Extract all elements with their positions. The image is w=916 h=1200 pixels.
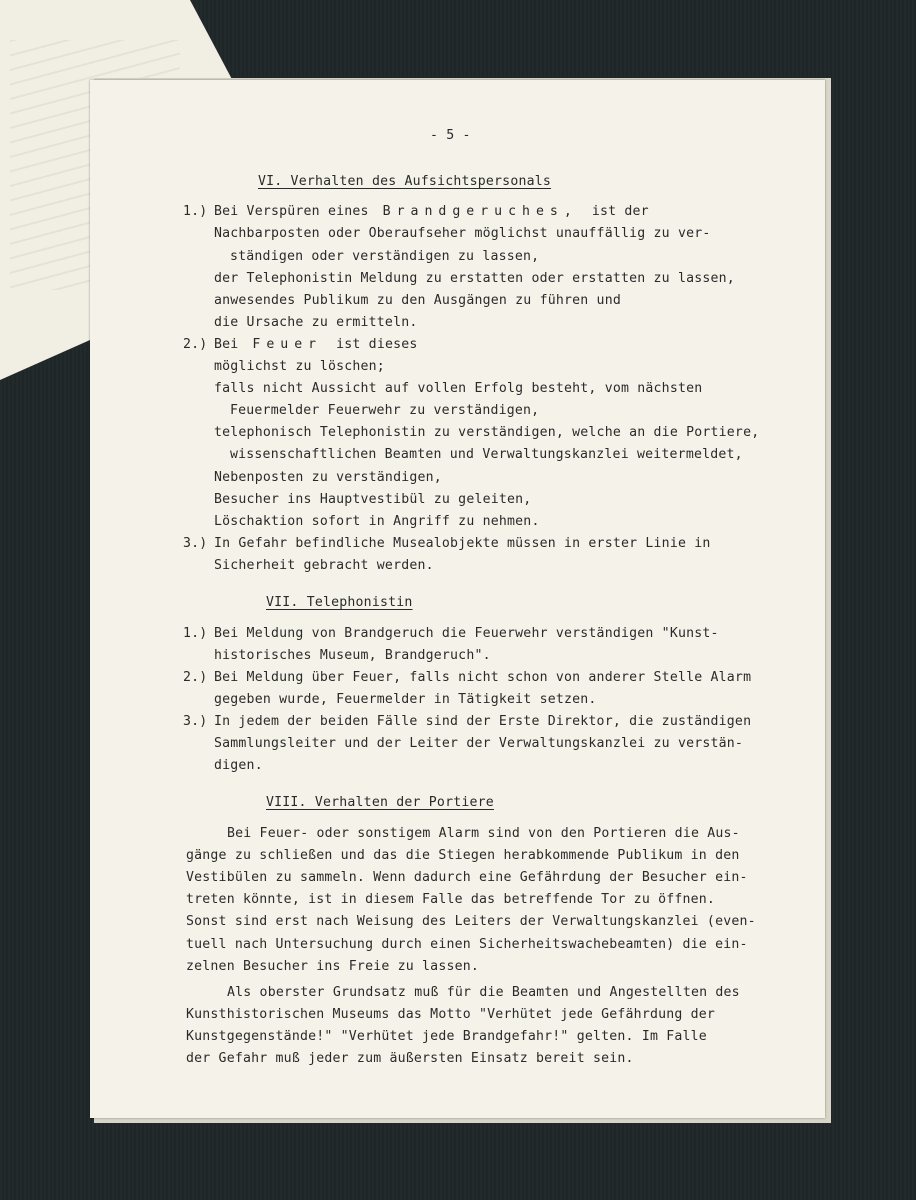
s6-item2-line: Besucher ins Hauptvestibül zu geleiten,	[214, 492, 532, 507]
s6-item1-prefix: Bei Verspüren eines	[214, 204, 369, 219]
s8-paragraph1-line: tuell nach Untersuchung durch einen Sicherheitswachebeamten) die ein-	[186, 937, 748, 952]
s6-item1-line: Nachbarposten oder Oberaufseher möglichst unauffällig zu ver-	[214, 226, 711, 241]
s6-item1-spaced-word: Brandgeruches,	[382, 204, 578, 219]
s6-item1-line1	[214, 203, 649, 220]
s6-item1-line: ständigen oder verständigen zu lassen,	[230, 249, 540, 264]
s7-item3-line: In jedem der beiden Fälle sind der Erste Direktor, die zuständigen	[214, 714, 752, 729]
s8-paragraph2-line: der Gefahr muß jeder zum äußersten Einsatz bereit sein.	[186, 1051, 634, 1066]
s8-paragraph1-line: gänge zu schließen und das die Stiegen herabkommende Publikum in den	[186, 848, 740, 863]
s7-item1-line: Bei Meldung von Brandgeruch die Feuerwehr verständigen "Kunst-	[214, 626, 719, 641]
s6-item1-line: anwesendes Publikum zu den Ausgängen zu führen und	[214, 293, 621, 308]
s6-item2-spaced-word: Feuer	[252, 337, 323, 352]
s6-item1-suffix: ist der	[591, 204, 649, 219]
s7-item2-number: 2.)	[183, 670, 208, 685]
document-page	[90, 80, 825, 1118]
s6-item1-line: der Telephonistin Meldung zu erstatten oder erstatten zu lassen,	[214, 271, 735, 286]
s6-item2-line: Feuermelder Feuerwehr zu verständigen,	[230, 403, 540, 418]
s6-item2-line1	[214, 336, 418, 353]
s6-item2-line: Nebenposten zu verständigen,	[214, 470, 442, 485]
section6-heading: VI. Verhalten des Aufsichtspersonals	[258, 174, 552, 189]
s8-paragraph1-line: Sonst sind erst nach Weisung des Leiters der Verwaltungskanzlei (even-	[186, 914, 756, 929]
s6-item3-number: 3.)	[183, 536, 208, 551]
section7-heading: VII. Telephonistin	[266, 595, 413, 610]
s8-paragraph1-line: treten könnte, ist in diesem Falle das betreffende Tor zu öffnen.	[186, 892, 716, 907]
s6-item3-line: Sicherheit gebracht werden.	[214, 558, 434, 573]
s8-paragraph2-line: Kunsthistorischen Museums das Motto "Verhütet jede Gefährdung der	[186, 1007, 716, 1022]
s8-paragraph1-line: Vestibülen zu sammeln. Wenn dadurch eine Gefährdung der Besucher ein-	[186, 870, 748, 885]
s6-item2-line: möglichst zu löschen;	[214, 359, 385, 374]
s6-item2-line: falls nicht Aussicht auf vollen Erfolg besteht, vom nächsten	[214, 381, 703, 396]
s6-item2-suffix: ist dieses	[336, 337, 418, 352]
s8-paragraph2-line: Kunstgegenstände!" "Verhütet jede Brandgefahr!" gelten. Im Falle	[186, 1029, 707, 1044]
s6-item1-number: 1.)	[183, 204, 208, 219]
s7-item3-number: 3.)	[183, 714, 208, 729]
s6-item2-line: wissenschaftlichen Beamten und Verwaltungskanzlei weitermeldet,	[230, 447, 743, 462]
s7-item3-line: digen.	[214, 758, 263, 773]
s6-item2-line: telephonisch Telephonistin zu verständigen, welche an die Portiere,	[214, 425, 760, 440]
s6-item2-prefix: Bei	[214, 337, 239, 352]
s8-paragraph1-line: zelnen Besucher ins Freie zu lassen.	[186, 959, 480, 974]
s6-item2-line: Löschaktion sofort in Angriff zu nehmen.	[214, 514, 540, 529]
s7-item1-number: 1.)	[183, 626, 208, 641]
section8-heading: VIII. Verhalten der Portiere	[266, 795, 494, 810]
s6-item2-number: 2.)	[183, 337, 208, 352]
s7-item1-line: historisches Museum, Brandgeruch".	[214, 648, 491, 663]
s7-item3-line: Sammlungsleiter und der Leiter der Verwaltungskanzlei zu verstän-	[214, 736, 744, 751]
s8-paragraph2-line: Als oberster Grundsatz muß für die Beamten und Angestellten des	[227, 985, 740, 1000]
s7-item2-line: Bei Meldung über Feuer, falls nicht schon von anderer Stelle Alarm	[214, 670, 752, 685]
s6-item3-line: In Gefahr befindliche Musealobjekte müssen in erster Linie in	[214, 536, 711, 551]
s8-paragraph1-line: Bei Feuer- oder sonstigem Alarm sind von den Portieren die Aus-	[227, 826, 740, 841]
s6-item1-line: die Ursache zu ermitteln.	[214, 315, 418, 330]
page-number: - 5 -	[430, 128, 471, 143]
s7-item2-line: gegeben wurde, Feuermelder in Tätigkeit setzen.	[214, 692, 597, 707]
